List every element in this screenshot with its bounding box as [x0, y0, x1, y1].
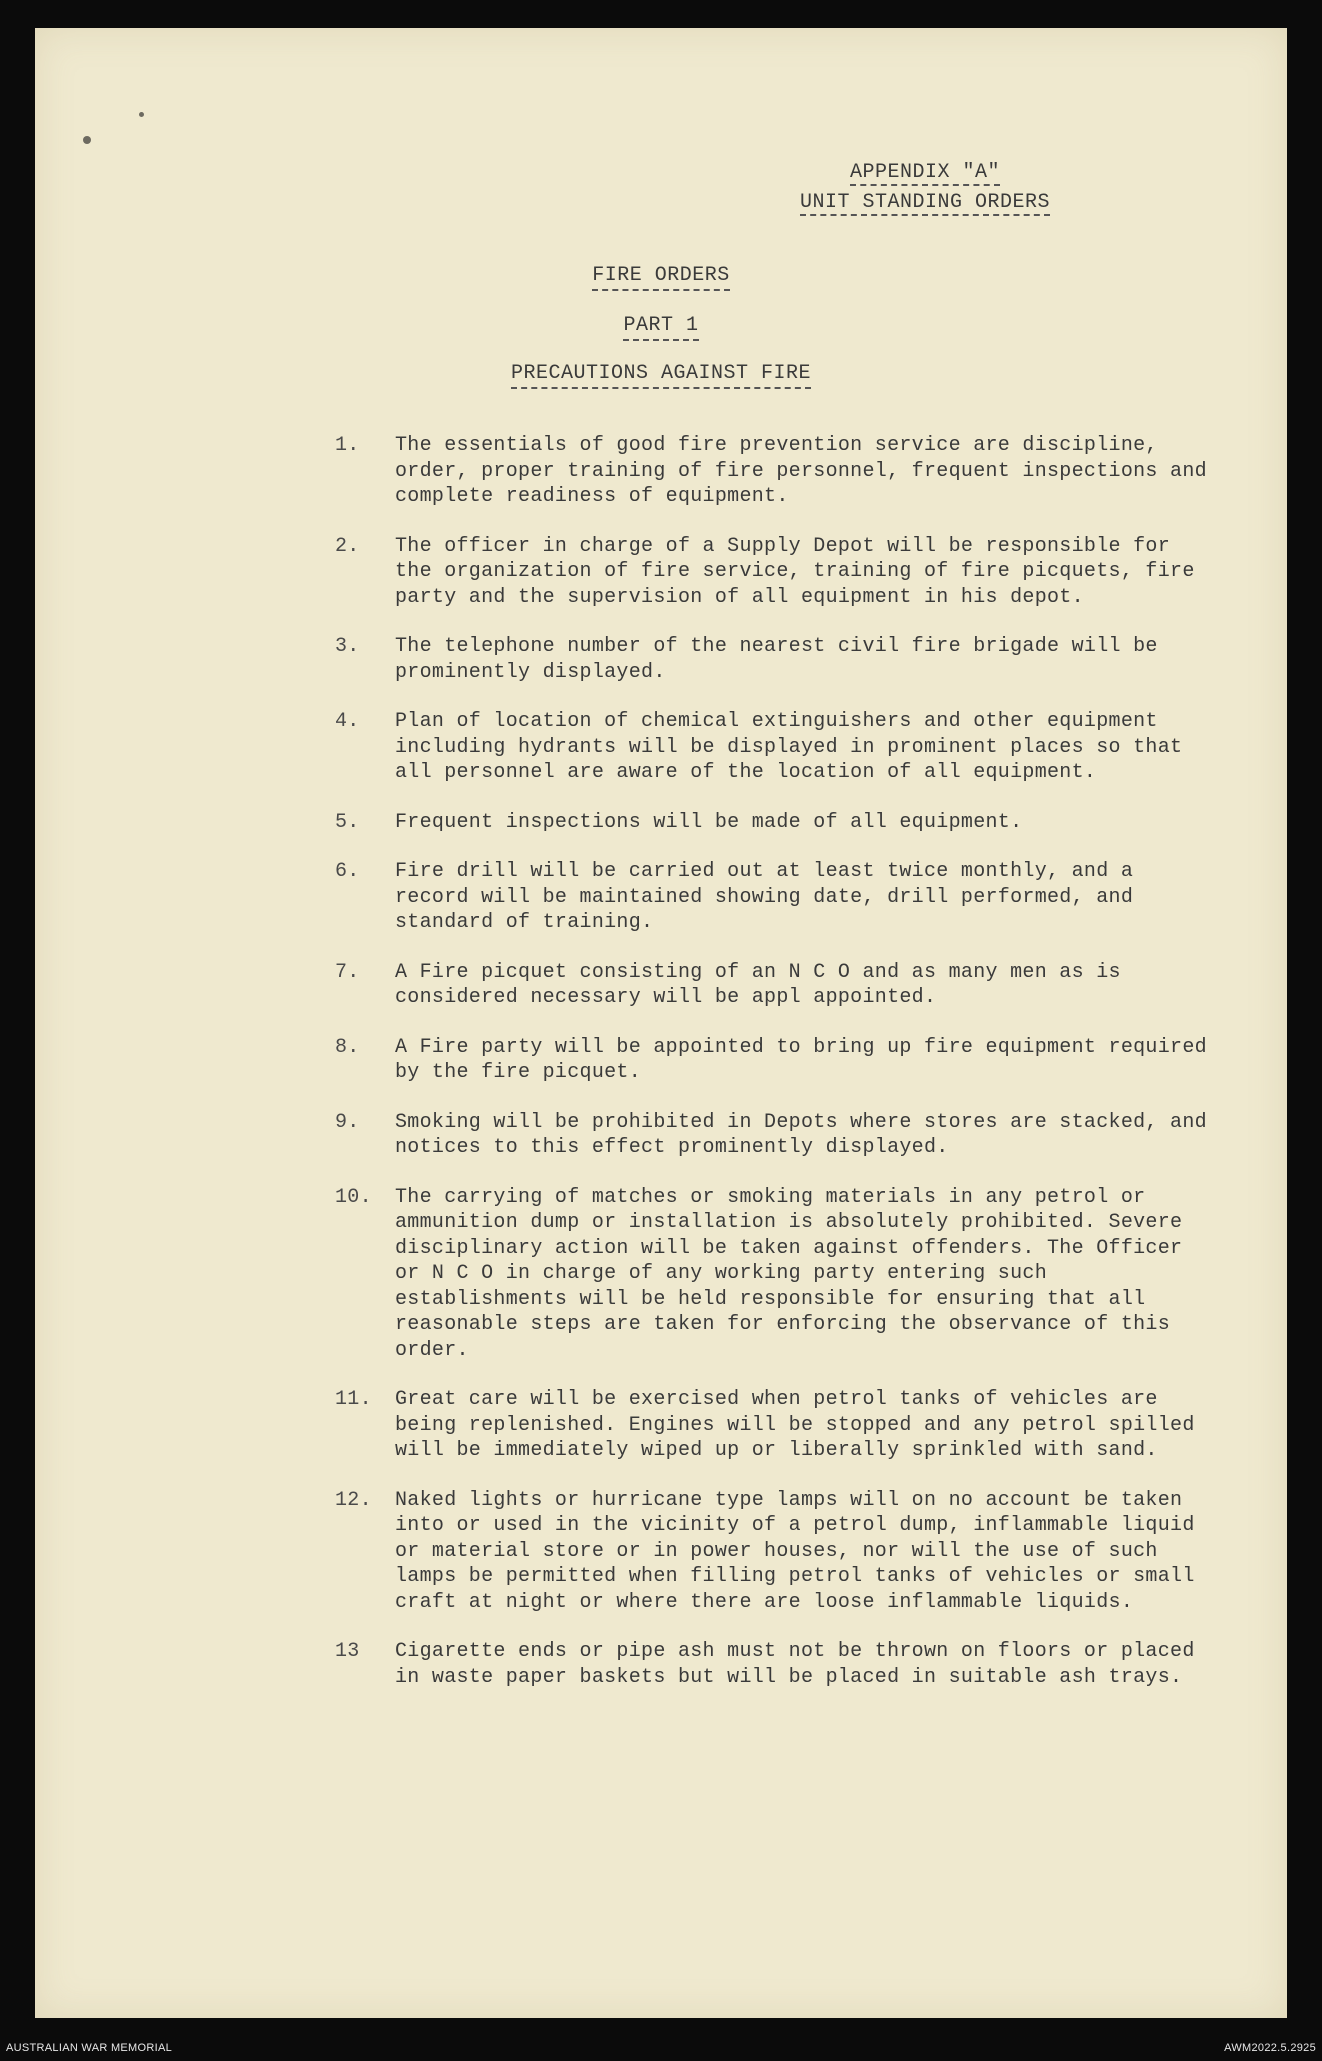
order-number: 13: [335, 1640, 360, 1663]
order-text: Frequent inspections will be made of all equipment.: [395, 810, 1023, 834]
orders-list: [335, 433, 1215, 1714]
order-item: [335, 634, 1215, 685]
order-text: Fire drill will be carried out at least twice monthly, and a record will be maintained showing date, drill performed, and standard of training.: [395, 860, 1134, 934]
order-item: [335, 1488, 1215, 1616]
section-subtitle: [35, 362, 1287, 385]
order-item: [335, 859, 1215, 936]
order-text: Cigarette ends or pipe ash must not be thrown on floors or placed in waste paper baskets but will be placed in suitable ash trays.: [395, 1640, 1195, 1689]
order-item: [335, 709, 1215, 786]
appendix-heading: [775, 158, 1075, 218]
order-item: [335, 1639, 1215, 1690]
punch-hole: [139, 112, 144, 117]
order-item: [335, 960, 1215, 1011]
appendix-label: APPENDIX "A": [849, 161, 1001, 184]
order-number: 3.: [335, 635, 360, 658]
order-item: [335, 433, 1215, 510]
document-page: [35, 28, 1287, 2018]
order-text: Naked lights or hurricane type lamps will on no account be taken into or used in the vicinity of a petrol dump, inflammable liquid or material store or in power houses, nor will the use of such lamps be permitted when filling petrol tanks of vehicles or small craft at night or where there are loose inflammable liquids.: [395, 1488, 1195, 1614]
order-text: A Fire picquet consisting of an N C O and as many men as is considered necessary will be appl appointed.: [395, 960, 1121, 1009]
order-text: The telephone number of the nearest civil fire brigade will be prominently displayed.: [395, 635, 1158, 684]
order-item: [335, 1185, 1215, 1364]
order-item: [335, 1387, 1215, 1464]
order-number: 6.: [335, 860, 360, 883]
order-number: 9.: [335, 1110, 360, 1134]
order-number: 10.: [335, 1185, 372, 1209]
order-text: Plan of location of chemical extinguishers and other equipment including hydrants will be displayed in prominent places so that all personnel are aware of the location of all equipment.: [395, 710, 1183, 784]
order-text: The essentials of good fire prevention service are discipline, order, proper training of fire personnel, frequent inspections and complete readiness of equipment.: [395, 434, 1207, 508]
order-item: [335, 1110, 1215, 1161]
order-number: 11.: [335, 1388, 372, 1411]
part-label: PART 1: [623, 314, 698, 341]
order-text: The carrying of matches or smoking materials in any petrol or ammunition dump or installation is absolutely prohibited. Severe disciplinary action will be taken against offenders. The Officer or N C O in charge of any working party entering such establishments will be held responsible for ensuring that all reasonable steps are taken for enforcing the observance of this order.: [395, 1185, 1183, 1362]
order-number: 4.: [335, 710, 360, 733]
fire-orders-title: FIRE ORDERS: [592, 264, 730, 291]
order-number: 8.: [335, 1035, 360, 1059]
order-number: 1.: [335, 434, 360, 457]
standing-orders-label: UNIT STANDING ORDERS: [799, 191, 1051, 214]
order-number: 12.: [335, 1488, 372, 1512]
order-text: The officer in charge of a Supply Depot will be responsible for the organization of fire service, training of fire picquets, fire party and the supervision of all equipment in his depot.: [395, 534, 1195, 609]
order-text: Smoking will be prohibited in Depots where stores are stacked, and notices to this effect prominently displayed.: [395, 1110, 1207, 1159]
order-number: 5.: [335, 810, 360, 834]
order-item: [335, 1035, 1215, 1086]
order-item: [335, 534, 1215, 611]
order-text: Great care will be exercised when petrol tanks of vehicles are being replenished. Engines will be stopped and any petrol spilled will be immediately wiped up or liberally sprinkled with sand.: [395, 1388, 1195, 1462]
punch-hole: [83, 136, 91, 144]
order-number: 2.: [335, 534, 360, 558]
footer-accession-number: AWM2022.5.2925: [1224, 2042, 1316, 2054]
footer-institution: AUSTRALIAN WAR MEMORIAL: [6, 2042, 173, 2054]
order-text: A Fire party will be appointed to bring up fire equipment required by the fire picquet.: [395, 1035, 1207, 1084]
order-number: 7.: [335, 960, 360, 984]
part-heading: [35, 314, 1287, 337]
order-item: [335, 810, 1215, 836]
precautions-label: PRECAUTIONS AGAINST FIRE: [511, 362, 811, 389]
document-title: [35, 264, 1287, 287]
